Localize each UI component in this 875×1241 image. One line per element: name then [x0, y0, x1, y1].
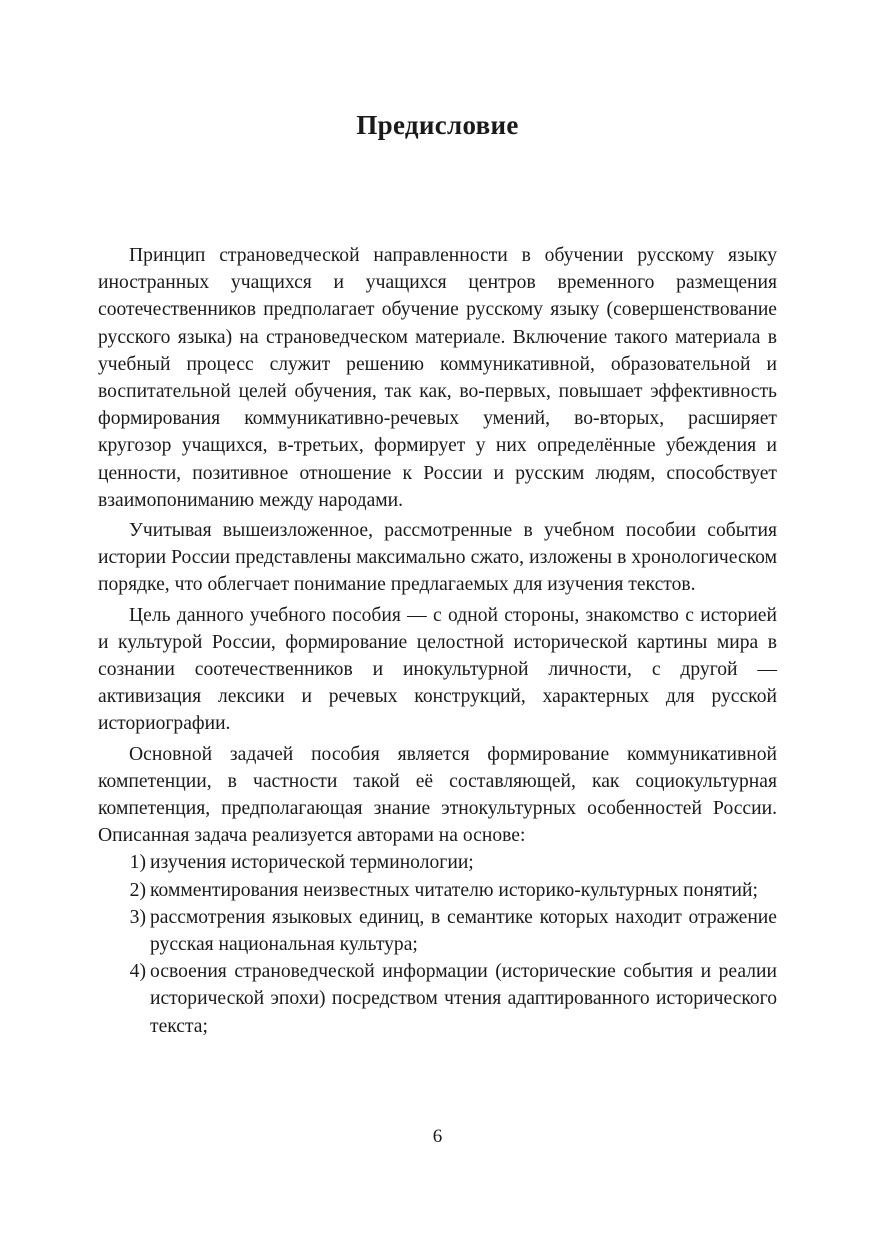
list-item [98, 904, 777, 958]
list-item [98, 877, 777, 904]
numbered-list [98, 849, 777, 1039]
list-item-number: 3) [129, 906, 146, 928]
body-text [98, 242, 777, 1040]
list-item-text: рассмотрения языковых единиц, в семантике которых находит отражение русская национальная культура; [150, 906, 777, 956]
list-item-number: 1) [129, 852, 146, 874]
list-item [98, 849, 777, 876]
list-item-number: 2) [129, 879, 146, 901]
paragraph: Основной задачей пособия является формирование коммуникативной компетенции, в частности такой её составляющей, как социокультурная компетенция, предполагающая знание этнокультурных особенностей России. Описанная задача реализуется авторами на основе: [98, 743, 777, 847]
paragraph: Принцип страноведческой направленности в обучении русскому языку иностранных учащихся и учащихся центров временного размещения соотечественников предполагает обучение русскому языку (совершенствование русского языка) на страноведческом материале. Включение такого материала в учебный процесс служит решению коммуникативной, образовательной и воспитательной целей обучения, так как, во-первых, повышает эффективность формирования коммуникативно-речевых умений, во-вторых, расширяет кругозор учащихся, в-третьих, формирует у них определённые убеждения и ценности, позитивное отношение к России и русским людям, способствует взаимопониманию между народами. [98, 245, 777, 511]
list-item-number: 4) [129, 961, 146, 983]
list-item [98, 958, 777, 1040]
paragraph: Цель данного учебного пособия — с одной стороны, знакомство с историей и культурой России, формирование целостной исторической картины мира в сознании соотечественников и инокультурной личности, с другой — активизация лексики и речевых конструкций, характерных для русской историографии. [98, 604, 777, 735]
list-item-text: комментирования неизвестных читателю историко-культурных понятий; [150, 879, 758, 901]
page-title: Предисловие [356, 110, 519, 140]
paragraph: Учитывая вышеизложенное, рассмотренные в учебном пособии события истории России представлены максимально сжато, изложены в хронологическом порядке, что облегчает понимание предлагаемых для изучения текстов. [98, 520, 777, 596]
list-item-text: освоения страноведческой информации (исторические события и реалии исторической эпохи) посредством чтения адаптированного исторического текста; [150, 961, 777, 1037]
list-item-text: изучения исторической терминологии; [150, 852, 474, 874]
page-number: 6 [432, 1126, 443, 1147]
